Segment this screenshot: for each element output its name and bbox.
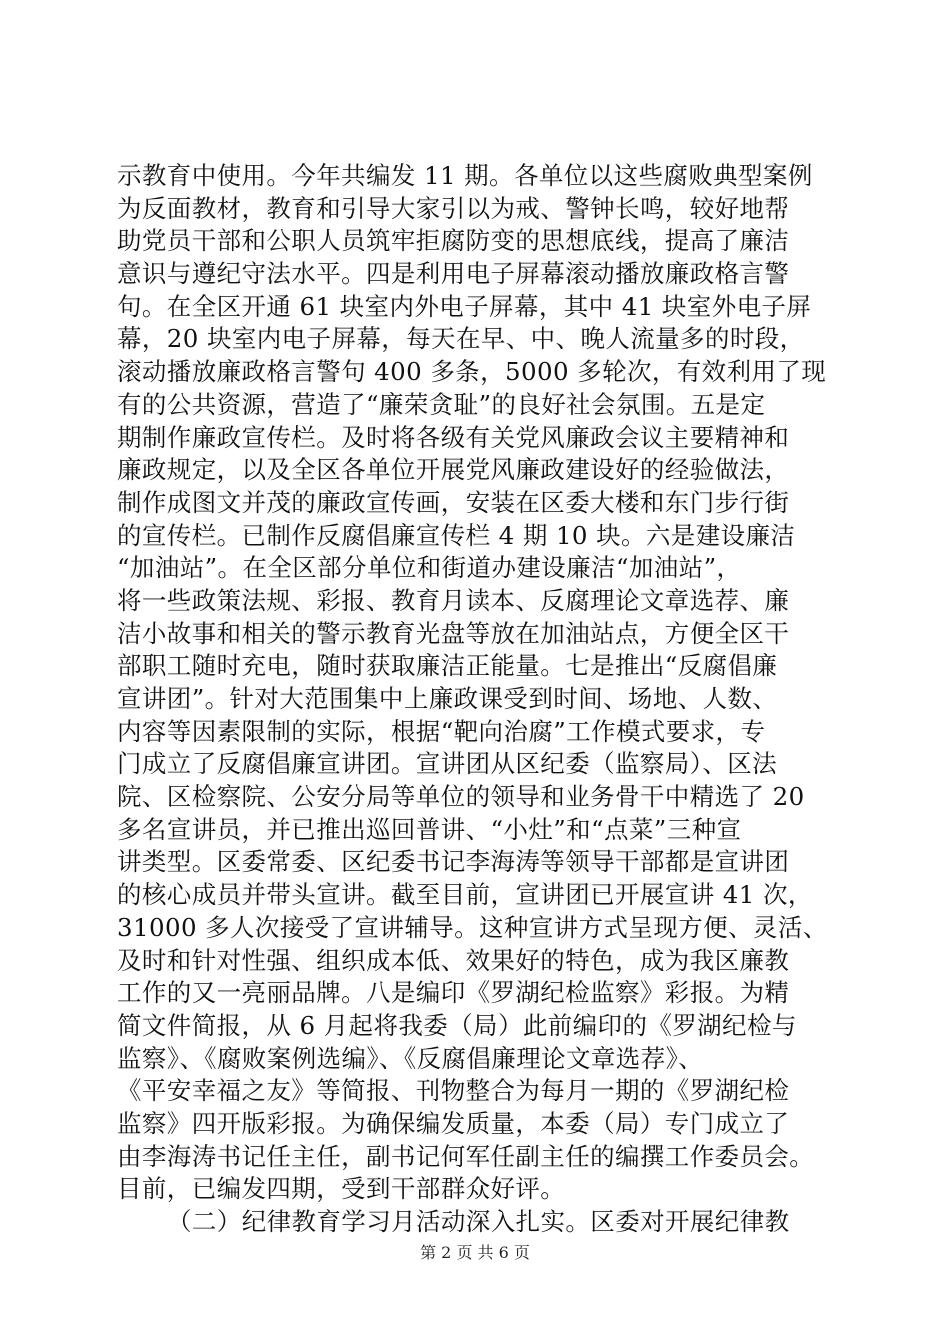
- text-line: 工作的又一亮丽品牌。八是编印《罗湖纪检监察》彩报。为精: [117, 978, 790, 1008]
- text-line: 有的公共资源，营造了“廉荣贪耻”的良好社会氛围。五是定: [117, 389, 766, 419]
- text-line: 及时和针对性强、组织成本低、效果好的特色，成为我区廉教: [117, 945, 790, 975]
- text-line: “加油站”。在全区部分单位和街道办建设廉洁“加油站”，: [117, 553, 742, 583]
- text-line: 滚动播放廉政格言警句 400 多条，5000 多轮次，有效利用了现: [117, 357, 827, 387]
- text-line: 为反面教材，教育和引导大家引以为戒、警钟长鸣，较好地帮: [117, 193, 790, 223]
- text-line: 院、区检察院、公安分局等单位的领导和业务骨干中精选了 20: [117, 782, 805, 812]
- text-line: 句。在全区开通 61 块室内外电子屏幕，其中 41 块室外电子屏: [117, 291, 812, 321]
- text-line: 简文件简报，从 6 月起将我委（局）此前编印的《罗湖纪检与: [117, 1010, 797, 1040]
- text-line: 宣讲团”。针对大范围集中上廉政课受到时间、场地、人数、: [117, 684, 778, 713]
- text-line: 31000 多人次接受了宣讲辅导。这种宣讲方式呈现方便、灵活、: [117, 912, 828, 942]
- text-line: 讲类型。区委常委、区纪委书记李海涛等领导干部都是宣讲团: [117, 847, 790, 877]
- text-line: 门成立了反腐倡廉宣讲团。宣讲团从区纪委（监察局）、区法: [117, 749, 778, 779]
- text-line: 廉政规定，以及全区各单位开展党风廉政建设好的经验做法，: [117, 455, 790, 485]
- document-body: [117, 160, 837, 1239]
- text-line: 目前，已编发四期，受到干部群众好评。: [117, 1174, 566, 1204]
- text-line: （二）纪律教育学习月活动深入扎实。区委对开展纪律教: [167, 1207, 790, 1236]
- text-line: 《平安幸福之友》等简报、刊物整合为每月一期的《罗湖纪检: [117, 1076, 790, 1106]
- text-line: 监察》、《腐败案例选编》、《反腐倡廉理论文章选荐》、: [117, 1043, 704, 1073]
- text-line: 制作成图文并茂的廉政宣传画，安装在区委大楼和东门步行街: [117, 487, 790, 517]
- text-line: 意识与遵纪守法水平。四是利用电子屏幕滚动播放廉政格言警: [117, 259, 790, 289]
- text-line: 助党员干部和公职人员筑牢拒腐防变的思想底线，提高了廉洁: [117, 226, 790, 256]
- text-line: 示教育中使用。今年共编发 11 期。各单位以这些腐败典型案例: [117, 161, 813, 190]
- text-line: 的核心成员并带头宣讲。截至目前，宣讲团已开展宣讲 41 次，: [117, 880, 813, 910]
- text-line: 洁小故事和相关的警示教育光盘等放在加油站点，方便全区干: [117, 618, 790, 648]
- text-line: 内容等因素限制的实际，根据“靶向治腐”工作模式要求，专: [117, 716, 766, 746]
- text-line: 多名宣讲员，并已推出巡回普讲、“小灶”和“点菜”三种宣: [117, 814, 742, 844]
- page-footer: 第 2 页 共 6 页: [420, 1243, 530, 1262]
- text-line: 由李海涛书记任主任，副书记何军任副主任的编撰工作委员会。: [117, 1141, 815, 1171]
- text-line: 幕，20 块室内电子屏幕，每天在早、中、晚人流量多的时段，: [117, 324, 805, 354]
- text-line: 将一些政策法规、彩报、教育月读本、反腐理论文章选荐、廉: [117, 585, 790, 615]
- text-line: 监察》四开版彩报。为确保编发质量，本委（局）专门成立了: [117, 1108, 790, 1138]
- text-line: 的宣传栏。已制作反腐倡廉宣传栏 4 期 10 块。六是建设廉洁: [117, 520, 796, 550]
- text-line: 期制作廉政宣传栏。及时将各级有关党风廉政会议主要精神和: [117, 422, 790, 452]
- text-line: 部职工随时充电，随时获取廉洁正能量。七是推出“反腐倡廉: [117, 651, 778, 681]
